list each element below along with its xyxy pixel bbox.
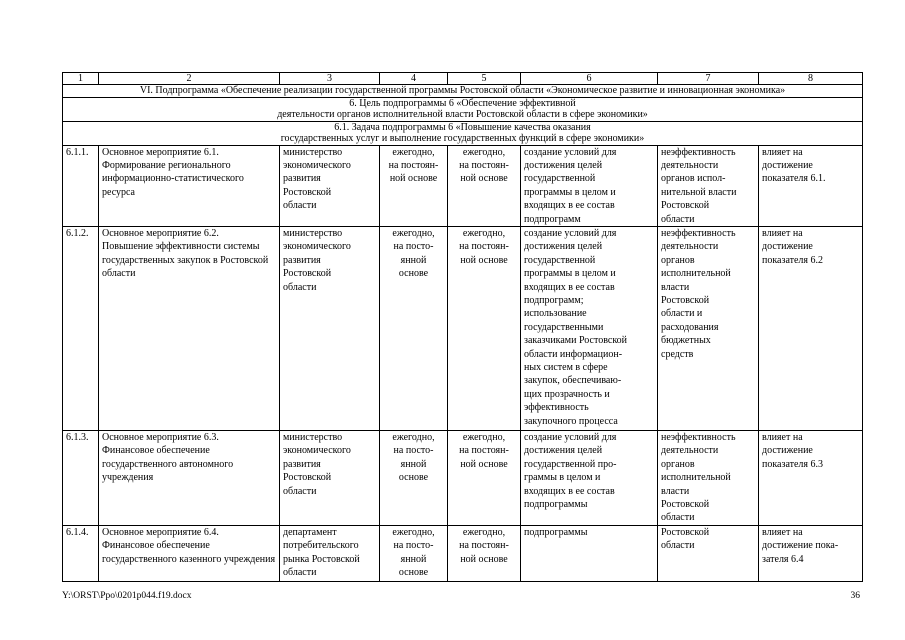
consequence: неэффективность деятельности органов исполнительной власти Ростовской области и расходования бюджетных средств <box>658 226 759 430</box>
file-path: Y:\ORST\Ppo\0201p044.f19.docx <box>62 591 192 601</box>
end-period: ежегодно, на постоян- ной основе <box>448 145 521 226</box>
row-number: 6.1.2. <box>63 226 99 430</box>
measure-name: Основное мероприятие 6.2. Повышение эффективности системы государственных закупок в Ростовской области <box>99 226 280 430</box>
subprogram-title: VI. Подпрограмма «Обеспечение реализации государственной программы Ростовской области «Экономическое развитие и инновационная экономика» <box>63 85 863 98</box>
executor: департамент потребительского рынка Ростовской области <box>280 525 380 581</box>
end-period: ежегодно, на постоян- ной основе <box>448 226 521 430</box>
measure-name: Основное мероприятие 6.4. Финансовое обеспечение государственного казенного учреждения <box>99 525 280 581</box>
start-period: ежегодно, на постоян- ной основе <box>380 145 448 226</box>
col-number: 5 <box>448 73 521 85</box>
document-page <box>62 72 862 582</box>
measure-name: Основное мероприятие 6.1. Формирование регионального информационно-статистического ресурса <box>99 145 280 226</box>
row-number: 6.1.1. <box>63 145 99 226</box>
row-number: 6.1.4. <box>63 525 99 581</box>
col-number: 4 <box>380 73 448 85</box>
table-row <box>63 226 863 430</box>
executor: министерство экономического развития Ростовской области <box>280 226 380 430</box>
column-number-row <box>63 73 863 85</box>
start-period: ежегодно, на посто- янной основе <box>380 226 448 430</box>
goal-line-2: деятельности органов исполнительной власти Ростовской области в сфере экономики» <box>277 109 648 120</box>
indicator-link: влияет на достижение показателя 6.2 <box>759 226 863 430</box>
consequence: Ростовской области <box>658 525 759 581</box>
page-number: 36 <box>850 591 860 601</box>
subprogram-row <box>63 85 863 98</box>
end-period: ежегодно, на постоян- ной основе <box>448 430 521 525</box>
expected-result: создание условий для достижения целей государственной про- граммы в целом и входящих в ее состав подпрограммы <box>521 430 658 525</box>
end-period: ежегодно, на постоян- ной основе <box>448 525 521 581</box>
consequence: неэффективность деятельности органов исполнительной власти Ростовской области <box>658 430 759 525</box>
executor: министерство экономического развития Ростовской области <box>280 430 380 525</box>
goal-line-1: 6. Цель подпрограммы 6 «Обеспечение эффективной <box>349 97 576 109</box>
indicator-link: влияет на достижение показателя 6.3 <box>759 430 863 525</box>
expected-result: создание условий для достижения целей государственной программы в целом и входящих в ее состав подпрограмм; использование государственными заказчиками Ростовской области информацион- ных систем в сфере закупок, обеспечиваю- щих прозрачность и эффективность закупочного процесса <box>521 226 658 430</box>
start-period: ежегодно, на посто- янной основе <box>380 430 448 525</box>
indicator-link: влияет на достижение пока- зателя 6.4 <box>759 525 863 581</box>
col-number: 2 <box>99 73 280 85</box>
table-row <box>63 525 863 581</box>
goal-row <box>63 97 863 121</box>
row-number: 6.1.3. <box>63 430 99 525</box>
col-number: 6 <box>521 73 658 85</box>
indicator-link: влияет на достижение показателя 6.1. <box>759 145 863 226</box>
col-number: 3 <box>280 73 380 85</box>
table-row <box>63 430 863 525</box>
consequence: неэффективность деятельности органов испол- нительной власти Ростовской области <box>658 145 759 226</box>
col-number: 1 <box>63 73 99 85</box>
expected-result: подпрограммы <box>521 525 658 581</box>
expected-result: создание условий для достижения целей государственной программы в целом и входящих в ее состав подпрограмм <box>521 145 658 226</box>
executor: министерство экономического развития Ростовской области <box>280 145 380 226</box>
task-row <box>63 121 863 145</box>
task-cell <box>63 121 863 145</box>
task-line-2: государственных услуг и выполнение государственных функций в сфере экономики» <box>280 133 645 144</box>
col-number: 7 <box>658 73 759 85</box>
table-row <box>63 145 863 226</box>
measure-name: Основное мероприятие 6.3. Финансовое обеспечение государственного автономного учреждения <box>99 430 280 525</box>
activities-table <box>62 72 863 582</box>
col-number: 8 <box>759 73 863 85</box>
start-period: ежегодно, на посто- янной основе <box>380 525 448 581</box>
task-line-1: 6.1. Задача подпрограммы 6 «Повышение качества оказания <box>334 121 591 133</box>
goal-cell <box>63 97 863 121</box>
